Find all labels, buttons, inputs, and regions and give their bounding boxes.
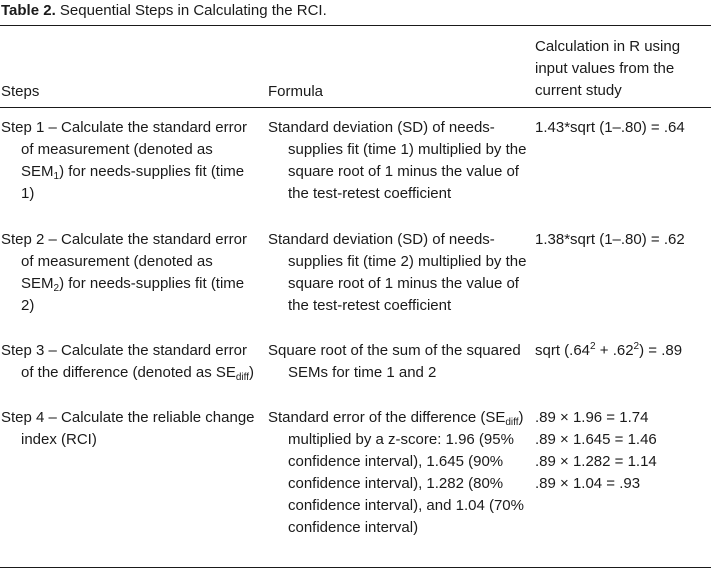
row-3-calc-part-c: ) = .89 — [639, 342, 683, 359]
row-2-step-text-end: ) for needs-supplies fit (time 2) — [21, 275, 245, 314]
table-top-rule — [0, 25, 711, 26]
header-steps: Steps — [1, 83, 40, 100]
header-calculation: Calculation in R using input values from the current study — [535, 38, 681, 99]
table-header-rule — [0, 107, 711, 108]
row-4-calc-line-4: .89 × 1.04 = .93 — [535, 475, 641, 492]
row-4-calc-line-1: .89 × 1.96 = 1.74 — [535, 409, 649, 426]
row-3-calc-superscript-1: 2 — [590, 341, 596, 352]
table-row-2-calc: 1.38*sqrt (1–.80) = .62 — [535, 231, 685, 248]
row-4-formula-subscript: diff — [505, 417, 519, 428]
table-row-3-calc — [535, 340, 711, 362]
table-row-1-step — [1, 117, 259, 205]
row-3-step-subscript: diff — [235, 372, 250, 383]
table-row-3-formula: Square root of the sum of the squared SEMs for time 1 and 2 — [268, 342, 521, 381]
table-row-1-formula: Standard deviation (SD) of needs-supplies fit (time 1) multiplied by the square root of 1 minus the value of the test-retest coefficient — [268, 119, 527, 202]
table-row-2-step — [1, 229, 259, 317]
row-2-step-text: Step 2 – Calculate the standard error of measurement (denoted as SEM — [1, 231, 247, 292]
row-3-calc-superscript-2: 2 — [633, 341, 640, 352]
row-4-formula-text-end: ) multiplied by a z-score: 1.96 (95% confidence interval), 1.645 (90% confidence interval), 1.282 (80% confidence interval), and 1.04 (70% confidence interval) — [288, 409, 524, 536]
row-4-formula-text: Standard error of the difference (SE — [268, 409, 506, 426]
row-1-step-text: Step 1 – Calculate the standard error of measurement (denoted as SEM — [1, 119, 247, 180]
table-caption-label: Table 2. — [1, 2, 56, 19]
table-row-3-step — [1, 340, 259, 384]
row-1-step-subscript: 1 — [53, 171, 60, 182]
header-formula: Formula — [268, 83, 324, 100]
row-3-calc-part-a: sqrt (.64 — [535, 342, 591, 359]
table-bottom-rule — [0, 567, 711, 568]
table-row-4-formula — [268, 407, 530, 539]
table-row-4-calc — [535, 407, 711, 495]
row-3-calc-part-b: + .62 — [595, 342, 634, 359]
row-1-step-text-end: ) for needs-supplies fit (time 1) — [21, 163, 245, 202]
row-4-calc-line-3: .89 × 1.282 = 1.14 — [535, 453, 657, 470]
table-row-2-formula: Standard deviation (SD) of needs-supplies fit (time 2) multiplied by the square root of 1 minus the value of the test-retest coefficient — [268, 231, 527, 314]
row-4-calc-line-2: .89 × 1.645 = 1.46 — [535, 431, 657, 448]
table-row-4-step: Step 4 – Calculate the reliable change index (RCI) — [1, 409, 255, 448]
row-3-step-text: Step 3 – Calculate the standard error of the difference (denoted as SE — [1, 342, 247, 381]
table-caption-title: Sequential Steps in Calculating the RCI. — [59, 2, 327, 19]
row-3-step-text-end: ) — [249, 364, 255, 381]
table-caption — [1, 1, 327, 21]
table-row-1-calc: 1.43*sqrt (1–.80) = .64 — [535, 119, 685, 136]
row-2-step-subscript: 2 — [53, 283, 60, 294]
